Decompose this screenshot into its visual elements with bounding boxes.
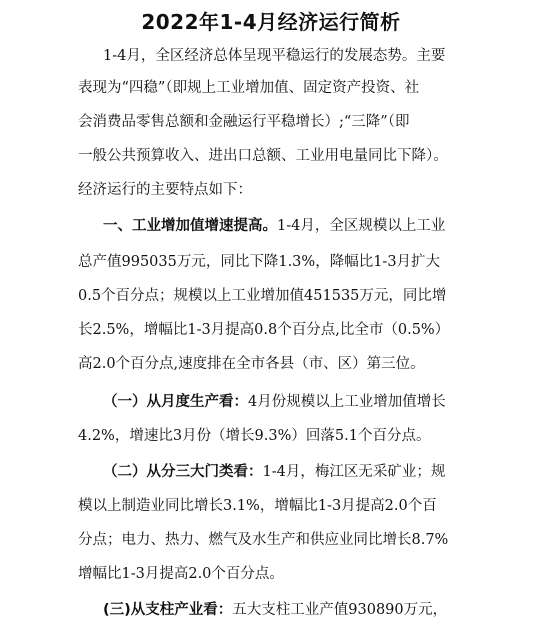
section-heading: （二）从分三大门类看： bbox=[103, 464, 263, 480]
line-text: 4.2%，增速比3月份（增长9.3%）回落5.1个百分点。 bbox=[78, 428, 431, 444]
paragraph-line bbox=[0, 107, 542, 137]
paragraph-line bbox=[0, 211, 542, 241]
line-text: 会消费品零售总额和金融运行平稳增长）;“三降”（即 bbox=[78, 114, 410, 130]
paragraph-line bbox=[0, 525, 542, 555]
line-text: 1-4月，梅江区无采矿业；规 bbox=[262, 464, 446, 480]
paragraph-line bbox=[0, 247, 542, 277]
section-heading: （一）从月度生产看： bbox=[103, 394, 248, 410]
line-text: 1-4月，全区经济总体呈现平稳运行的发展态势。主要 bbox=[103, 48, 446, 64]
paragraph-line bbox=[0, 349, 542, 379]
line-text: 经济运行的主要特点如下： bbox=[78, 182, 252, 198]
line-text: 0.5个百分点；规模以上工业增加值451535万元，同比增 bbox=[78, 288, 447, 304]
paragraph-line bbox=[0, 559, 542, 589]
line-text: 长2.5%，增幅比1-3月提高0.8个百分点,比全市（0.5%） bbox=[78, 322, 450, 338]
line-text: 模以上制造业同比增长3.1%，增幅比1-3月提高2.0个百 bbox=[78, 498, 437, 514]
line-text: 增幅比1-3月提高2.0个百分点。 bbox=[78, 566, 284, 582]
paragraph-line bbox=[0, 175, 542, 205]
paragraph-line bbox=[0, 281, 542, 311]
line-text: 分点；电力、热力、燃气及水生产和供应业同比增长8.7% bbox=[78, 532, 449, 548]
line-text: 高2.0个百分点,速度排在全市各县（市、区）第三位。 bbox=[78, 356, 425, 372]
paragraph-line bbox=[0, 595, 542, 625]
line-text: 五大支柱工业产值930890万元， bbox=[232, 602, 448, 618]
line-text: 4月份规模以上工业增加值增长 bbox=[248, 394, 446, 410]
paragraph-line bbox=[0, 41, 542, 71]
paragraph-line bbox=[0, 491, 542, 521]
document-title: 2022年1-4月经济运行简析 bbox=[141, 10, 401, 34]
line-text: 1-4月，全区规模以上工业 bbox=[277, 218, 446, 234]
line-text: 一般公共预算收入、进出口总额、工业用电量同比下降）。 bbox=[78, 148, 448, 164]
line-text: 表现为“四稳”（即规上工业增加值、固定资产投资、社 bbox=[78, 80, 420, 96]
paragraph-line bbox=[0, 421, 542, 451]
paragraph-line bbox=[0, 387, 542, 417]
paragraph-line bbox=[0, 315, 542, 345]
section-heading: 一、工业增加值增速提高。 bbox=[103, 218, 277, 234]
paragraph-line bbox=[0, 457, 542, 487]
paragraph-line bbox=[0, 141, 542, 171]
paragraph-line bbox=[0, 73, 542, 103]
line-text: 总产值995035万元，同比下降1.3%，降幅比1-3月扩大 bbox=[78, 254, 441, 270]
section-heading: (三)从支柱产业看： bbox=[103, 602, 233, 618]
